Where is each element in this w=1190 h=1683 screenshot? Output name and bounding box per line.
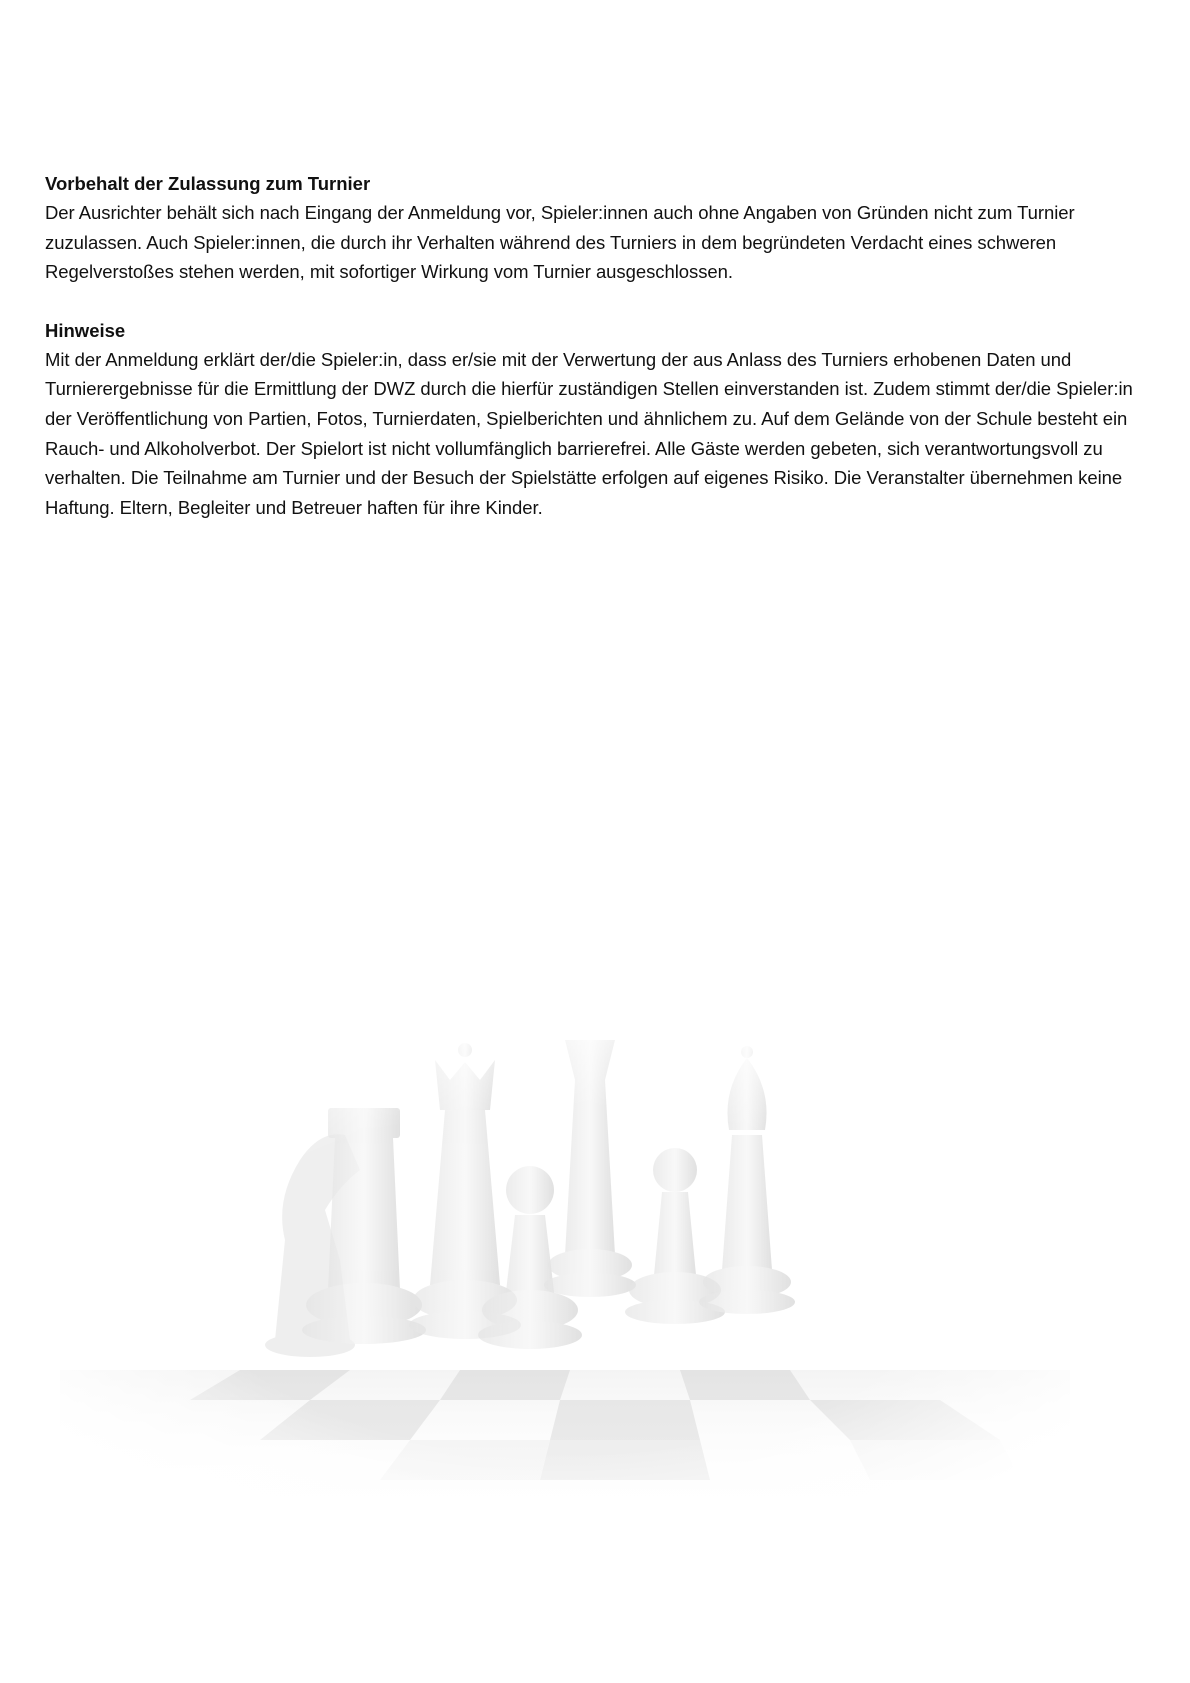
document-content bbox=[45, 170, 1155, 552]
section-heading: Vorbehalt der Zulassung zum Turnier bbox=[45, 173, 371, 194]
section-heading: Hinweise bbox=[45, 319, 126, 341]
chess-pieces-watermark-icon bbox=[60, 1040, 1070, 1520]
section-body: Der Ausrichter behält sich nach Eingang der Anmeldung vor, Spieler:innen auch ohne Angaben von Gründen nicht zum Turnier zuzulassen. Auch Spieler:innen, die durch ihr Verhalten während des Turniers in dem begründeten Verdacht eines schweren Regelverstoßes stehen werden, mit sofortiger Wirkung vom Turnier ausgeschlossen. bbox=[45, 202, 1075, 283]
section-admission-reservation bbox=[45, 170, 1155, 287]
section-notes bbox=[45, 317, 1155, 523]
section-body: Mit der Anmeldung erklärt der/die Spieler:in, dass er/sie mit der Verwertung der aus Anlass des Turniers erhobenen Daten und Turnierergebnisse für die Ermittlung der DWZ durch die hierfür zuständigen Stellen einverstanden ist. Zudem stimmt der/die Spieler:in der Veröffentlichung von Partien, Fotos, Turnierdaten, Spielberichten und ähnlichem zu. Auf dem Gelände von der Schule besteht ein Rauch- und Alkoholverbot. Der Spielort ist nicht vollumfänglich barrierefrei. Alle Gäste werden gebeten, sich verantwortungsvoll zu verhalten. Die Teilnahme am Turnier und der Besuch der Spielstätte erfolgen auf eigenes Risiko. Die Veranstalter übernehmen keine Haftung. Eltern, Begleiter und Betreuer haften für ihre Kinder. bbox=[45, 348, 1133, 518]
